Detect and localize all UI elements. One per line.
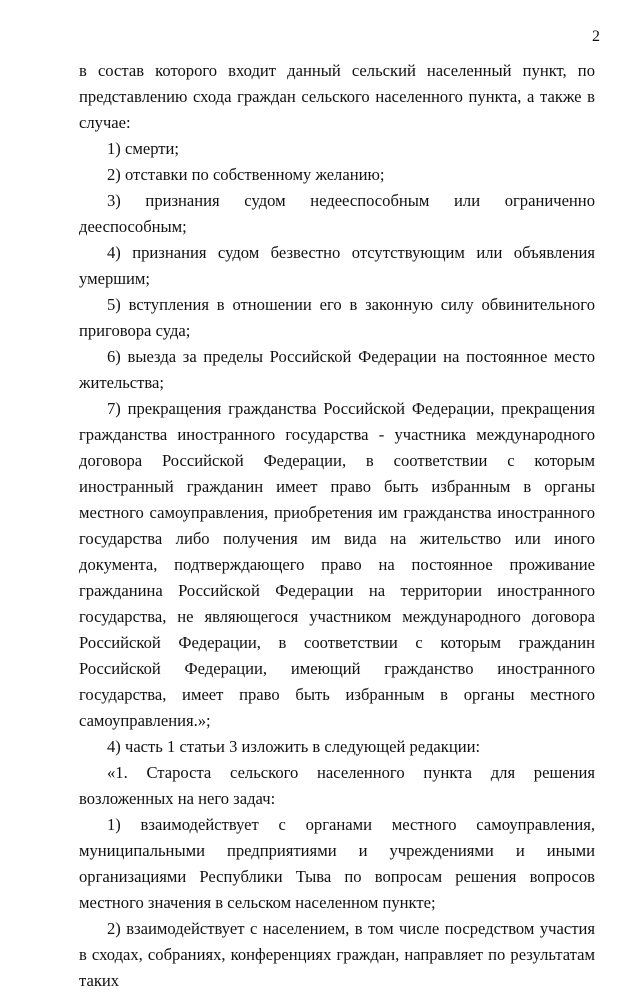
list-item-death: 1) смерти;	[107, 139, 180, 158]
clause-1-intro: «1. Староста сельского населенного пункта для решения возложенных на него задач:	[79, 763, 595, 808]
list-item-incapacity: 3) признания судом недееспособным или ограниченно дееспособным;	[79, 191, 595, 236]
list-item-conviction: 5) вступления в отношении его в законную силу обвинительного приговора суда;	[79, 295, 595, 340]
list-item-missing: 4) признания судом безвестно отсутствующим или объявления умершим;	[79, 243, 595, 288]
list-item-resignation: 2) отставки по собственному желанию;	[107, 165, 385, 184]
paragraph-continuation: в состав которого входит данный сельский населенный пункт, по представлению схода граждан сельского населенного пункта, а также в случае:	[79, 61, 595, 132]
page-number: 2	[592, 28, 600, 45]
clause-1-item-1: 1) взаимодействует с органами местного самоуправления, муниципальными предприятиями и учреждениями и иными организациями Республики Тыва по вопросам решения вопросов местного значения в сельском населенном пункте;	[79, 815, 595, 912]
list-item-emigration: 6) выезда за пределы Российской Федерации на постоянное место жительства;	[79, 347, 595, 392]
body-text	[79, 58, 595, 994]
amendment-part-1-article-3: 4) часть 1 статьи 3 изложить в следующей редакции:	[107, 737, 481, 756]
clause-1-item-2: 2) взаимодействует с населением, в том числе посредством участия в сходах, собраниях, конференциях граждан, направляет по результатам таких	[79, 919, 595, 990]
list-item-citizenship: 7) прекращения гражданства Российской Федерации, прекращения гражданства иностранного государства - участника международного договора Российской Федерации, в соответствии с которым иностранный гражданин имеет право быть избранным в органы местного самоуправления, приобретения им гражданства иностранного государства либо получения им вида на жительство или иного документа, подтверждающего право на постоянное проживание гражданина Российской Федерации на территории иностранного государства, не являющегося участником международного договора Российской Федерации, в соответствии с которым гражданин Российской Федерации, имеющий гражданство иностранного государства, имеет право быть избранным в органы местного самоуправления.»;	[79, 399, 595, 730]
